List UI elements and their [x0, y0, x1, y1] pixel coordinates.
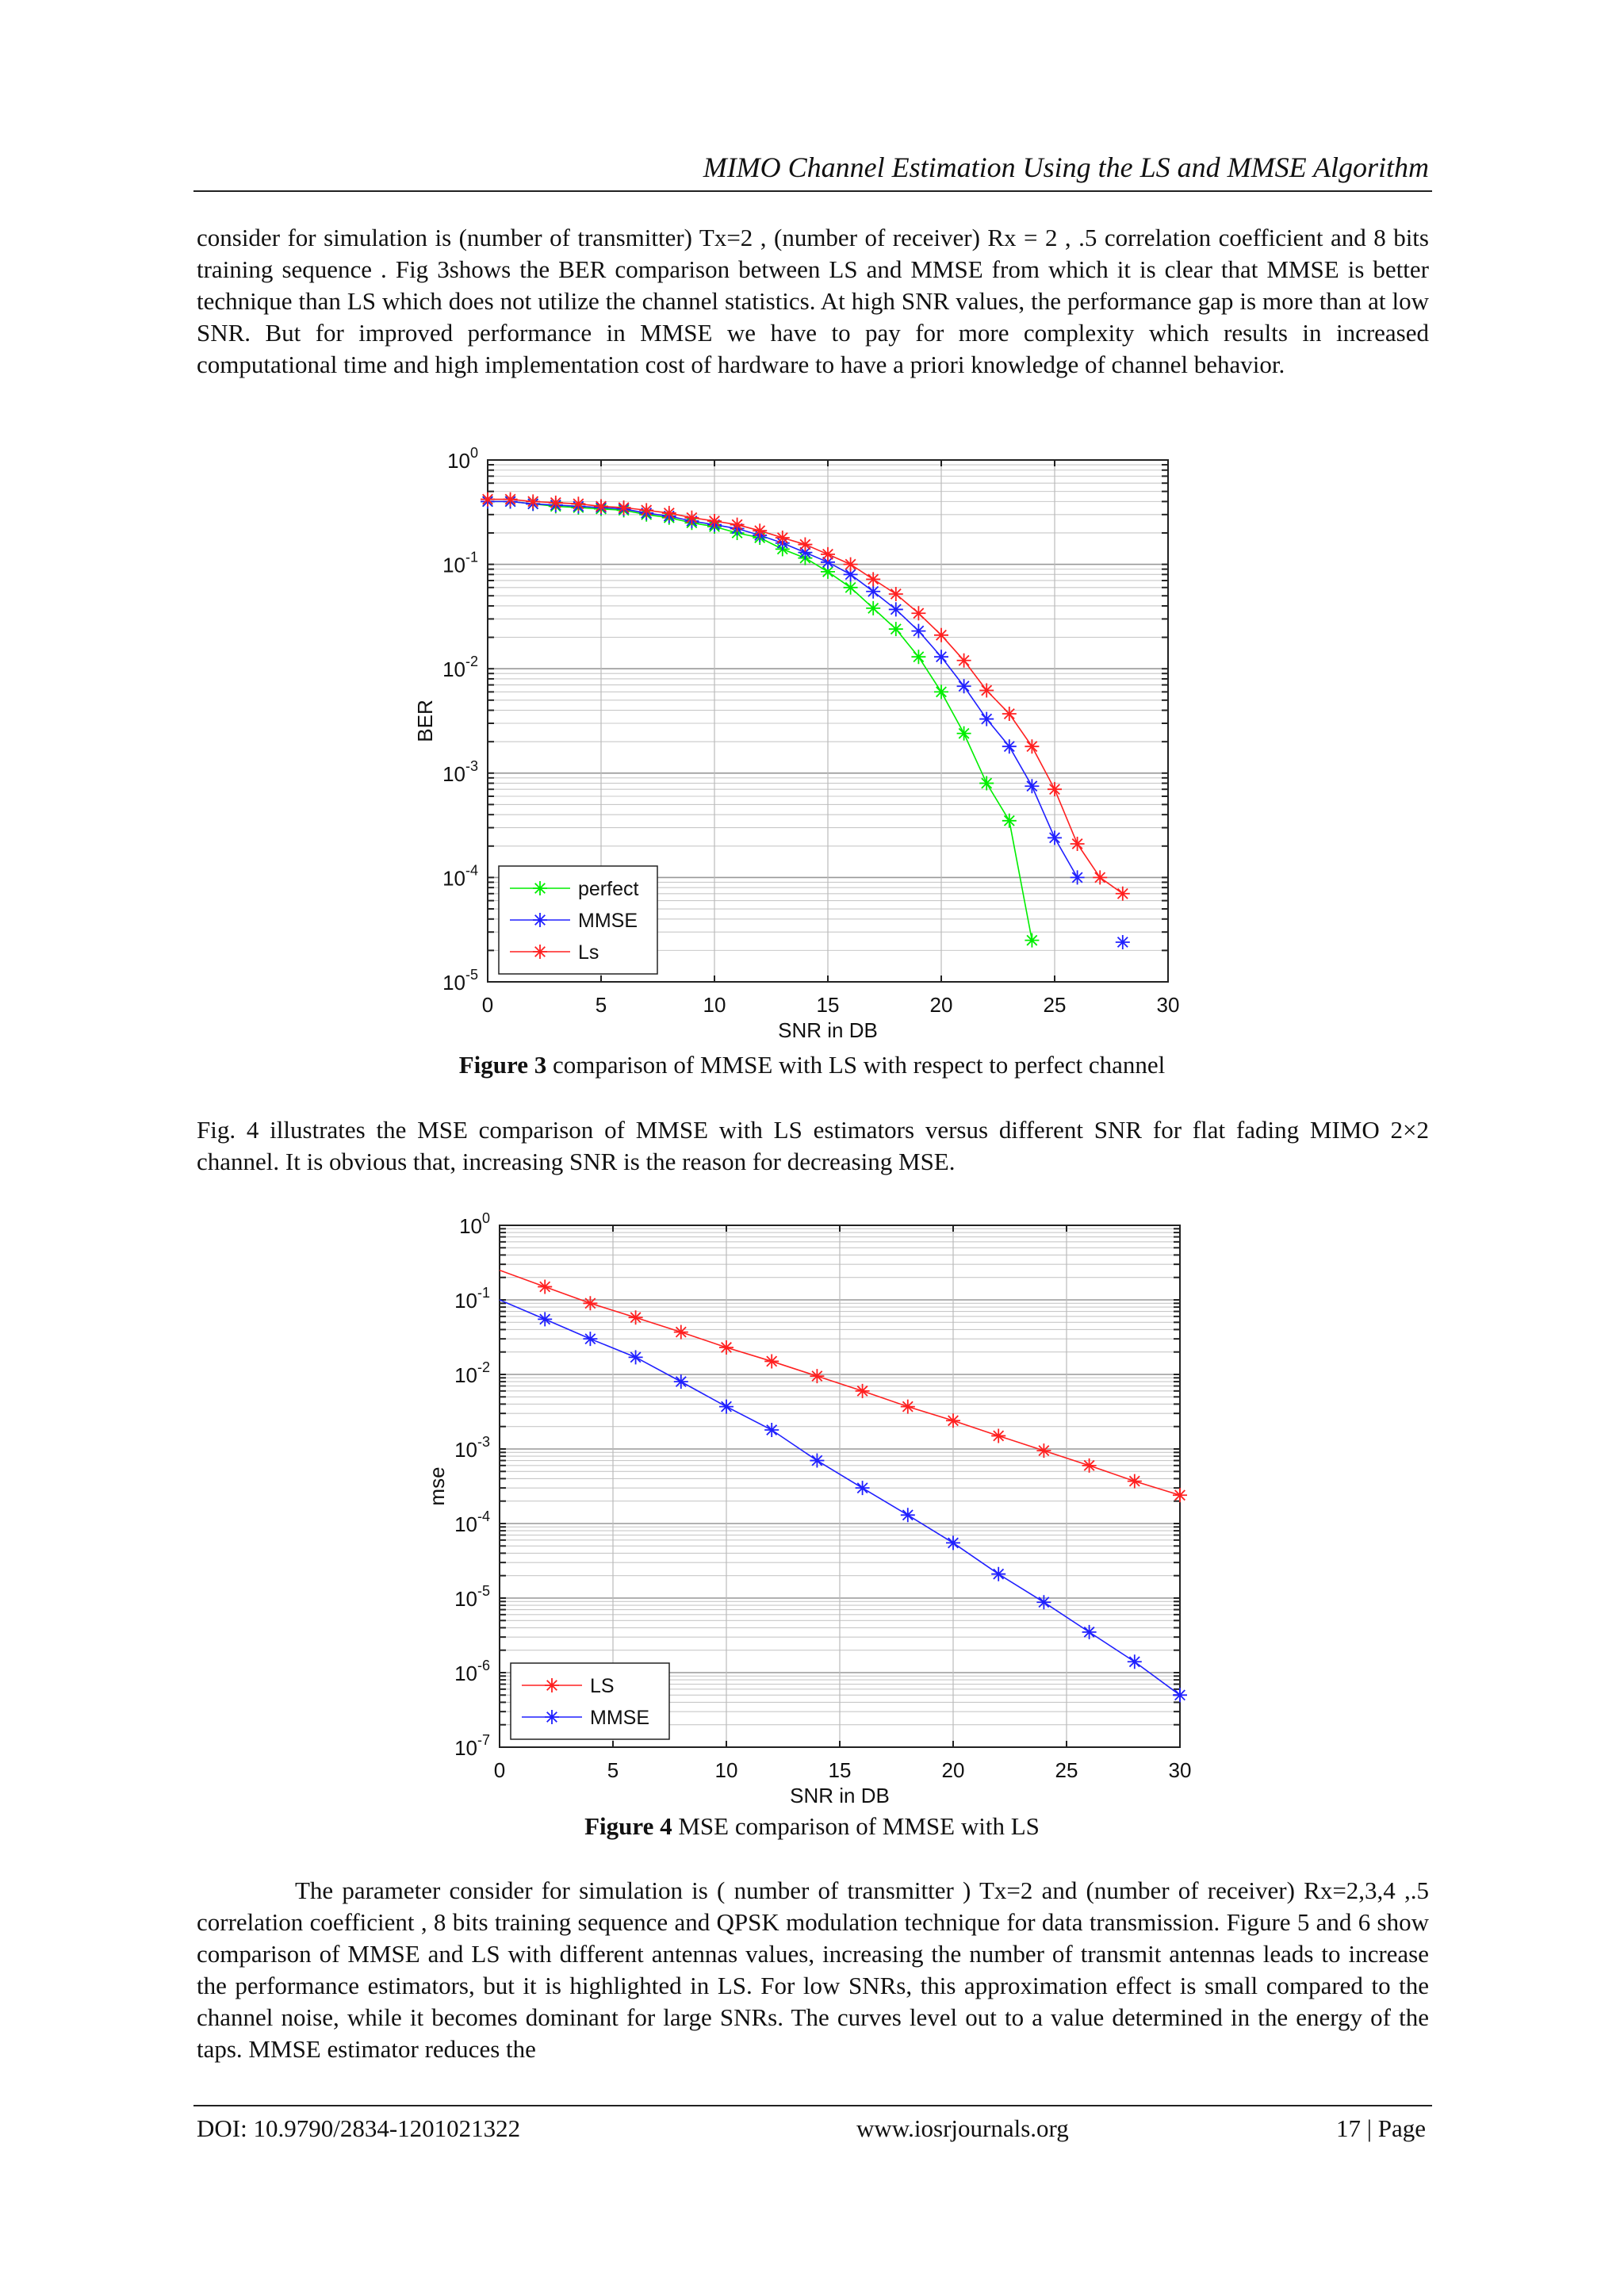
figure-3-caption-text: comparison of MMSE with LS with respect to perfect channel: [546, 1051, 1166, 1079]
paragraph-1: consider for simulation is (number of transmitter) Tx=2 , (number of receiver) Rx = 2 , .5 correlation coefficient and 8 bits training sequence . Fig 3shows the BER comparison between LS and MMSE from which it is clear that MMSE is better technique than LS which does not utilize the channel statistics. At high SNR values, the performance gap is more than at low SNR. But for improved performance in MMSE we have to pay for more complexity which results in increased computational time and high implementation cost of hardware to have a priori knowledge of channel behavior.: [197, 224, 1429, 378]
x-tick-label: 20: [929, 993, 953, 1017]
figure-3-ber-chart: [396, 444, 1189, 1047]
x-axis-label: SNR in DB: [790, 1784, 890, 1807]
x-tick-label: 25: [1055, 1758, 1078, 1782]
y-tick-label: $10^0$: [459, 1210, 490, 1238]
data-point-marker: [719, 1400, 733, 1414]
y-axis-label: mse: [425, 1466, 449, 1506]
data-point-marker: [730, 518, 745, 532]
legend: [499, 866, 657, 974]
y-tick-label: $10^{-3}$: [442, 757, 478, 786]
data-point-marker: [798, 538, 812, 552]
y-axis-label: BER: [413, 700, 437, 742]
figure-3-label: Figure 3: [458, 1051, 547, 1079]
header-rule: [193, 190, 1432, 192]
y-tick-label: $10^{-2}$: [442, 654, 478, 682]
y-tick-label: $10^{-1}$: [442, 549, 478, 577]
paragraph-3: The parameter consider for simulation is ( number of transmitter ) Tx=2 and (number of receiver) Rx=2,3,4 ,.5 correlation coefficient , 8 bits training sequence and QPSK modulation technique for data transmission. Figure 5 and 6 show comparison of MMSE and LS with different antennas values, increasing the number of transmit antennas leads to increase the performance estimators, but it is highlighted in LS. For low SNRs, this approximation effect is small compared to the channel noise, while it becomes dominant for large SNRs. The curves level out to a value determined in the energy of the taps. MMSE estimator reduces the: [197, 1876, 1429, 2063]
paragraph-2: Fig. 4 illustrates the MSE comparison of MMSE with LS estimators versus different SNR for flat fading MIMO 2×2 channel. It is obvious that, increasing SNR is the reason for decreasing MSE.: [197, 1116, 1429, 1175]
legend-label: LS: [590, 1675, 615, 1697]
x-tick-label: 30: [1156, 993, 1180, 1017]
x-axis-label: SNR in DB: [778, 1018, 878, 1042]
x-tick-label: 20: [941, 1758, 965, 1782]
x-tick-label: 0: [493, 1758, 506, 1782]
x-tick-label: 10: [714, 1758, 738, 1782]
y-tick-label: $10^{-6}$: [454, 1658, 490, 1685]
figure-3-caption: [0, 1051, 1624, 1079]
legend-label: MMSE: [590, 1707, 649, 1729]
x-tick-label: 15: [828, 1758, 852, 1782]
figure-4-caption-text: MSE comparison of MMSE with LS: [672, 1812, 1040, 1840]
x-tick-label: 5: [607, 1758, 619, 1782]
running-header: MIMO Channel Estimation Using the LS and MMSE Algorithm: [703, 151, 1429, 183]
legend: [511, 1663, 669, 1739]
y-tick-label: $10^{-4}$: [454, 1508, 490, 1536]
legend-label: MMSE: [578, 910, 638, 932]
legend-label: perfect: [578, 878, 639, 900]
x-tick-label: 30: [1168, 1758, 1192, 1782]
data-point-marker: [707, 514, 722, 528]
y-tick-label: $10^{-3}$: [454, 1434, 490, 1462]
data-point-marker: [526, 494, 540, 508]
y-tick-label: $10^{-4}$: [442, 862, 478, 891]
footer-website[interactable]: www.iosrjournals.org: [856, 2114, 1069, 2142]
data-point-marker: [481, 493, 495, 507]
footer-doi: DOI: 10.9790/2834-1201021322: [197, 2114, 521, 2142]
y-tick-label: $10^{-2}$: [454, 1359, 490, 1387]
x-tick-label: 15: [816, 993, 840, 1017]
y-tick-label: $10^{-5}$: [454, 1583, 490, 1611]
footer-rule: [193, 2105, 1432, 2106]
x-tick-label: 10: [703, 993, 726, 1017]
legend-label: Ls: [578, 941, 599, 964]
figure-4-label: Figure 4: [584, 1812, 672, 1840]
y-tick-label: $10^{-1}$: [454, 1285, 490, 1313]
footer-page-number: 17 | Page: [1336, 2114, 1426, 2142]
figure-4-caption: [0, 1812, 1624, 1841]
x-tick-label: 25: [1043, 993, 1067, 1017]
y-tick-label: $10^0$: [447, 445, 478, 473]
y-tick-label: $10^{-7}$: [454, 1732, 490, 1760]
figure-4-mse-chart: [408, 1209, 1201, 1812]
y-tick-label: $10^{-5}$: [442, 967, 478, 995]
x-tick-label: 0: [481, 993, 494, 1017]
x-tick-label: 5: [595, 993, 607, 1017]
